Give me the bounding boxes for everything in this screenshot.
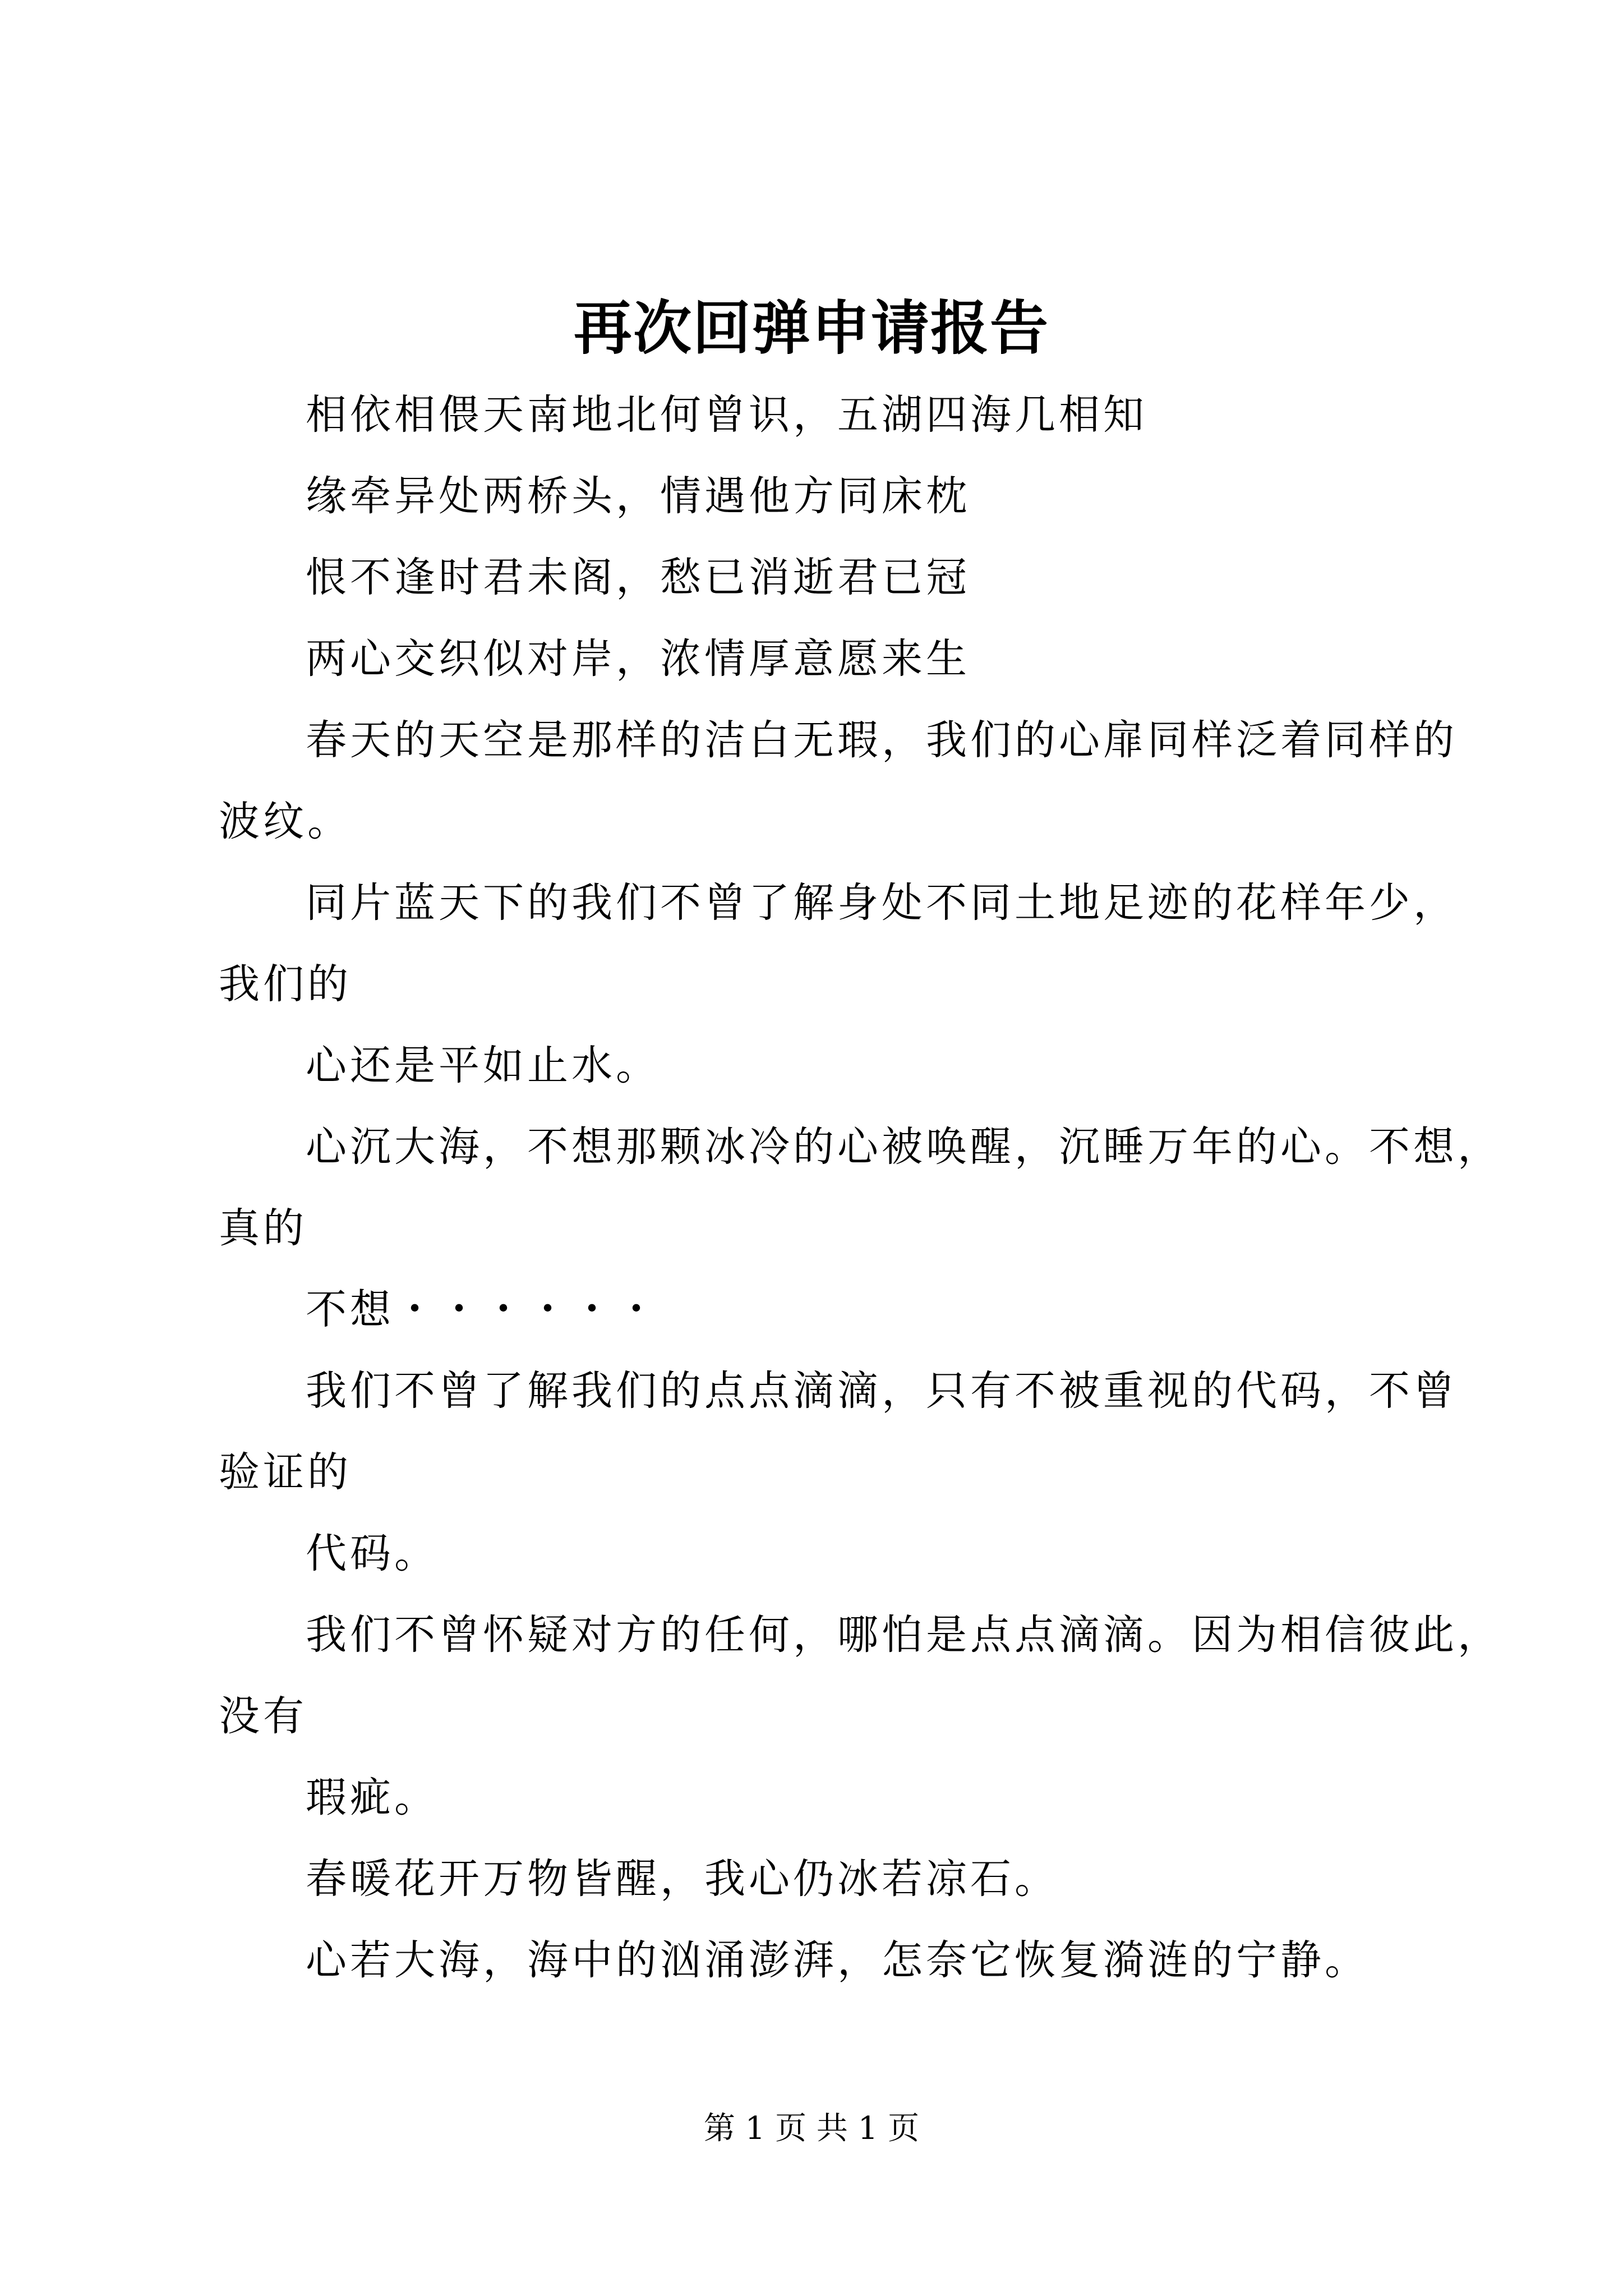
text-line: 我们的	[219, 960, 352, 1008]
text-line: 相依相偎天南地北何曾识，五湖四海几相知	[306, 391, 1147, 439]
text-line: 心若大海，海中的汹涌澎湃，怎奈它恢复漪涟的宁静。	[306, 1936, 1369, 1984]
text-line: 同片蓝天下的我们不曾了解身处不同土地足迹的花样年少，	[306, 879, 1458, 927]
text-line: 不想・・・・・・	[306, 1286, 660, 1333]
text-line: 恨不逢时君未阁，愁已消逝君已冠	[306, 554, 970, 601]
text-line: 我们不曾了解我们的点点滴滴，只有不被重视的代码，不曾	[306, 1367, 1458, 1415]
text-line: 波纹。	[219, 798, 352, 845]
text-line: 瑕疵。	[306, 1774, 439, 1821]
text-line: 我们不曾怀疑对方的任何，哪怕是点点滴滴。因为相信彼此，	[306, 1611, 1502, 1659]
text-line: 代码。	[306, 1530, 439, 1577]
text-line: 心还是平如止水。	[306, 1042, 660, 1089]
text-line: 缘牵异处两桥头，情遇他方同床枕	[306, 472, 970, 520]
page-footer: 第 1 页 共 1 页	[703, 2110, 920, 2147]
text-line: 两心交织似对岸，浓情厚意愿来生	[306, 635, 970, 683]
text-line: 心沉大海，不想那颗冰冷的心被唤醒，沉睡万年的心。不想，	[306, 1123, 1502, 1171]
text-line: 春天的天空是那样的洁白无瑕，我们的心扉同样泛着同样的	[306, 716, 1458, 764]
text-line: 验证的	[219, 1448, 352, 1496]
document-title: 再次回弹申请报告	[573, 293, 1049, 362]
text-line: 没有	[219, 1692, 307, 1740]
text-line: 真的	[219, 1204, 307, 1252]
text-line: 春暖花开万物皆醒，我心仍冰若凉石。	[306, 1855, 1059, 1903]
